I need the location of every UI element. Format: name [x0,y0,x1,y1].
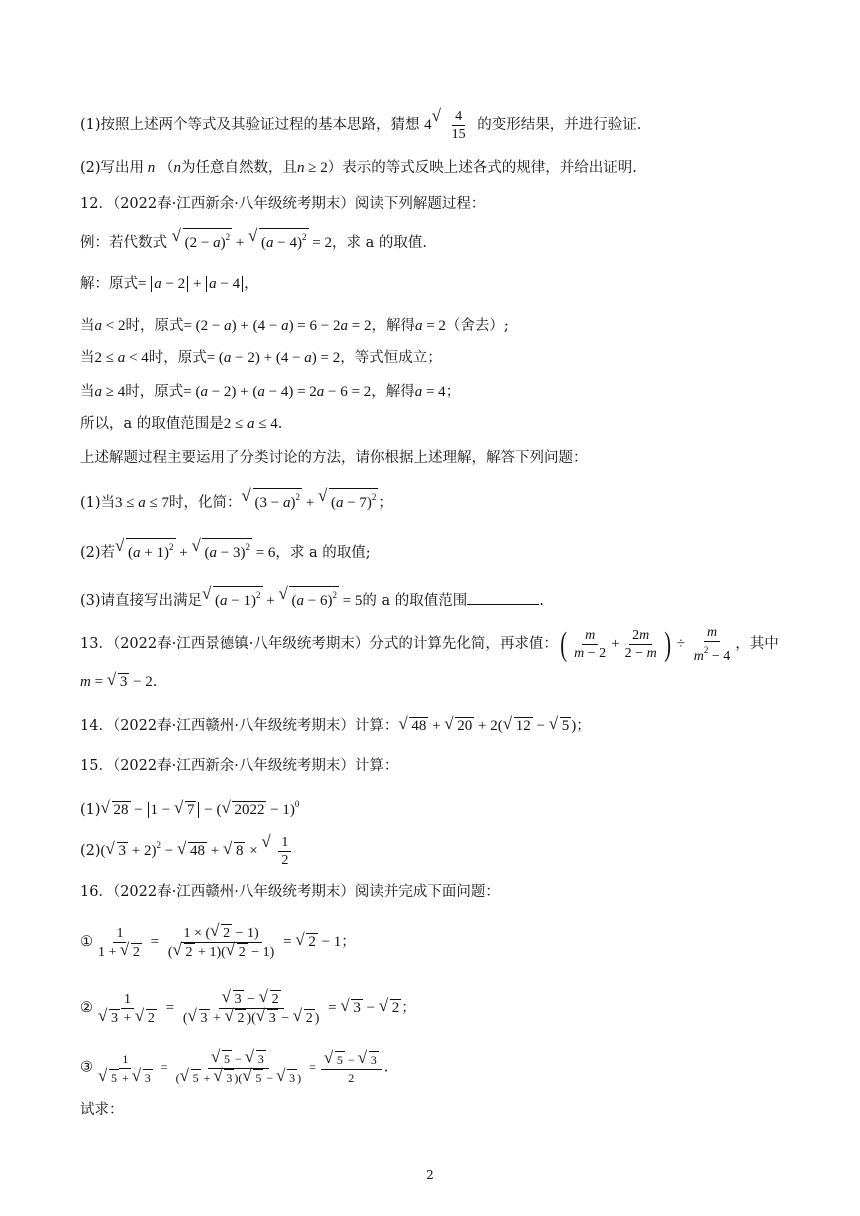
example-suffix: ，求 a 的取值. [331,235,427,251]
sub-question-3: (3)请直接写出满足√ $(a - 1)^2$ + √ $(a - 6)^2 = 5$的 a 的取值范围 . [80,586,544,611]
q13-prefix: 13．（2022春·江西景德镇·八年级统考期末）分式的计算先化简，再求值： [80,635,558,652]
case-3: 当a ≥ 4时，原式= (a − 2) + (a − 4) = 2a − 6 = 2，解得a = 4； [80,384,461,400]
page-number: 2 [426,1168,434,1182]
q14-suffix: ； [576,718,591,734]
question-14: 14．（2022春·江西赣州·八年级统考期末）计算：√ 48 + √ 20 + 2(√ 12 − √ 5 )； [80,716,591,736]
part1-suffix: 的变形结果，并进行验证. [477,116,642,133]
question-13-line2: m = √ 3 − 2. [80,672,157,692]
q15-2-label: (2) [80,842,101,859]
sub3-end: . [539,593,544,609]
part2-prefix: (2)写出用 [80,160,145,176]
circled-2: ② [80,999,93,1016]
case2-mid: 时，原式 [148,350,207,366]
summary-line: 上述解题过程主要运用了分类讨论的方法，请你根据上述理解，解答下列问题： [80,450,588,466]
conclusion-prefix: 所以，a 的取值范围是 [80,416,224,432]
q13-line2-suffix: . [152,674,158,690]
example-prefix: 例：若代数式 [80,235,167,251]
case3-mid2: ，解得 [371,384,415,400]
answer-blank[interactable] [467,592,539,605]
sub1-mid: 时，化简： [169,495,242,511]
part1-line [80,108,641,143]
question-15-1: (1)√ 28 − 1 − √ 7 − (√ 2022 − 1)$^0$ [80,794,299,820]
circled-3: ③ [80,1059,93,1076]
part2-mid: （ [159,160,174,176]
solution-line: 解：原式= a − 2 + a − 4 ， [80,276,259,292]
case-1: 当a < 2时，原式= (2 − a) + (4 − a) = 6 − 2a = 2，解得a = 2（舍去）; [80,318,509,334]
try-line: 试求： [80,1102,124,1118]
solution-prefix: 解：原式 [80,276,138,292]
example-expr: √ $(2 - a)^2$ + √ $(a - 4)^2 = 2$ [172,235,332,251]
conclusion-suffix: . [277,416,283,432]
q13-expr: ( $\frac{m}{m - 2}$ + $\frac{2m}{2 - m}$ ) ÷ $\frac{m}{m^2 - 4}$ [560,625,731,664]
sub2-suffix: ，求 a 的取值; [275,545,371,561]
sub-question-1: (1)当3 ≤ a ≤ 7时，化简：√ $(3 - a)^2$ + √ $(a - 7)^2$ ； [80,488,393,513]
question-15-2: (2)(√ 3 + 2)$^2$ − √ 48 + √ 8 × √ $\frac{1}{2}$ [80,834,295,869]
case-example-3: ③ 1 √ 5 + √ 3 = √ $\frac{5 - √ 3}{(√ 5 + √ 3 )(√ 5 - √ 3 )}$ = √ $\frac{5 - √ 3}{2}$ . [80,1050,388,1087]
q13-suffix: ，其中 [735,635,779,652]
case1-mid2: ，解得 [371,318,415,334]
case-example-2: ② 1 √ 3 + √ 2 = √ $\frac{3 - √ 2}{(√ 3 + √ 2 )(√ 3 - √ 2 )}$ = √ 3 − √ 2 ； [80,990,416,1027]
case2-end: ； [401,999,416,1016]
part2-mid2: 为任意自然数，且 [181,160,298,176]
case1-suffix: （舍去）; [445,318,509,334]
sub2-prefix: (2)若 [80,545,116,561]
case-example-1: ① $\frac{1}{1 + √ 2}$ = $\frac{1 \times (√ 2 - 1)}{(√ 2 + 1)(√ 2 - 1)}$ = √ 2 − 1； [80,924,356,961]
q15-1-label: (1) [80,802,101,818]
question-12-title: 12．（2022春·江西新余·八年级统考期末）阅读下列解题过程： [80,196,486,212]
sub-question-2: (2)若√ $(a + 1)^2$ + √ $(a - 3)^2 = 6$，求 a 的取值; [80,538,371,563]
sub1-prefix: (1)当 [80,495,116,511]
case3-mid: 时，原式 [125,384,184,400]
question-13 [80,624,779,665]
question-16-title: 16．（2022春·江西赣州·八年级统考期末）阅读并完成下面问题： [80,884,500,900]
question-15-title: 15．（2022春·江西新余·八年级统考期末）计算： [80,758,399,774]
example-line [80,228,427,253]
sub1-suffix: ； [378,495,393,511]
part1-prefix: (1)按照上述两个等式及其验证过程的基本思路，猜想 [80,116,420,133]
case2-prefix: 当 [80,350,95,366]
q14-prefix: 14．（2022春·江西赣州·八年级统考期末）计算： [80,718,399,734]
case1-prefix: 当 [80,318,95,334]
solution-suffix: ， [244,276,259,292]
case1-mid: 时，原式 [125,318,184,334]
part1-expr: 4 √ $\frac{4}{15}$ [424,117,473,133]
part2-line: (2)写出用 n （n为任意自然数，且n ≥ 2）表示的等式反映上述各式的规律，并给出证明. [80,160,637,176]
case3-suffix: ； [445,384,461,400]
case2-suffix: ，等式恒成立； [340,350,442,366]
conclusion-line: 所以，a 的取值范围是2 ≤ a ≤ 4. [80,416,283,432]
case3-end: . [383,1059,389,1076]
circled-1: ① [80,933,93,950]
part2-suffix: ）表示的等式反映上述各式的规律，并给出证明. [327,160,637,176]
sub3-suffix: 的 a 的取值范围 [362,593,468,609]
case1-end: ； [341,933,356,950]
sub3-prefix: (3)请直接写出满足 [80,593,203,609]
case3-prefix: 当 [80,384,95,400]
case-2: 当2 ≤ a < 4时，原式= (a − 2) + (4 − a) = 2，等式恒成立； [80,350,442,366]
